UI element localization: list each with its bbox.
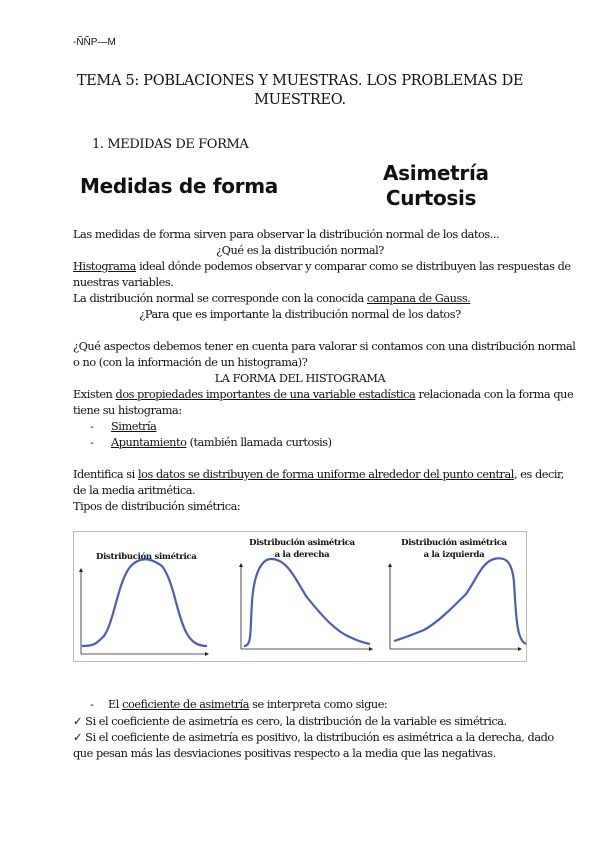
underlined-term: coeficiente de asimetría [122, 698, 249, 711]
page-title: TEMA 5: POBLACIONES Y MUESTRAS. LOS PROBLEMAS DE MUESTREO. [76, 73, 524, 108]
header-code: -ÑÑP—M [73, 37, 116, 48]
bullet-item [111, 435, 332, 451]
text-line: nuestras variables. [73, 276, 174, 289]
text-line [73, 467, 564, 483]
text-line: ✓ Si el coeficiente de asimetría es cero, la distribución de la variable es simétrica. [73, 715, 507, 728]
text-line: ✓ Si el coeficiente de asimetría es positivo, la distribución es asimétrica a la derecha, dado [73, 731, 554, 744]
bullet-dash: - [90, 436, 94, 449]
text: se interpreta como sigue: [248, 698, 388, 711]
text: (también llamada curtosis) [186, 436, 332, 449]
text-line: Las medidas de forma sirven para observar la distribución normal de los datos... [73, 228, 500, 241]
underlined-term: campana de Gauss. [366, 292, 471, 305]
text-line [73, 259, 571, 275]
bullet-item [111, 419, 156, 435]
label-line: Distribución asimétrica [401, 538, 507, 548]
text: relacionada con la forma que [415, 388, 574, 401]
label-symmetric: Distribución simétrica [96, 552, 197, 562]
right-skew-curve [244, 559, 370, 646]
distribution-figure [73, 531, 527, 662]
text-line: ¿Para que es importante la distribución normal de los datos? [139, 308, 461, 321]
banner-curtosis: Curtosis [385, 186, 477, 210]
text-line [73, 387, 573, 403]
underlined-term: Simetría [111, 420, 157, 433]
text: La distribución normal se corresponde con la conocida [73, 292, 367, 305]
text-line [108, 697, 387, 713]
subheading: LA FORMA DEL HISTOGRAMA [214, 372, 386, 385]
text-line: Tipos de distribución simétrica: [73, 500, 241, 513]
text: Identifica si [73, 468, 138, 481]
underlined-term: Apuntamiento [111, 436, 187, 449]
text-line: tiene su histograma: [73, 404, 182, 417]
text-line [73, 291, 470, 307]
section-heading: 1. MEDIDAS DE FORMA [92, 137, 249, 152]
text: , es decir, [513, 468, 564, 481]
underlined-term: dos propiedades importantes de una variable estadística [115, 388, 416, 401]
underlined-term: los datos se distribuyen de forma uniforme alrededor del punto central [137, 468, 514, 481]
underlined-term: Histograma [73, 260, 136, 273]
text: Existen [73, 388, 116, 401]
banner-left: Medidas de forma [80, 174, 279, 198]
text: ideal dónde podemos observar y comparar como se distribuyen las respuestas de [135, 260, 571, 273]
text: El [108, 698, 123, 711]
bullet-dash: - [90, 420, 94, 433]
banner-right [383, 161, 489, 211]
text-line: que pesan más las desviaciones positivas respecto a la media que las negativas. [73, 747, 496, 760]
left-skew-curve [394, 558, 526, 644]
banner-asimetria: Asimetría [383, 161, 489, 185]
text-line: o no (con la información de un histograma)? [73, 356, 308, 369]
symmetric-curve [82, 559, 207, 646]
label-line: a la derecha [274, 550, 330, 560]
text-line: ¿Qué aspectos debemos tener en cuenta para valorar si contamos con una distribución normal [73, 340, 576, 353]
bullet-dash: - [90, 698, 94, 711]
text-line: ¿Qué es la distribución normal? [216, 244, 384, 257]
label-line: a la izquierda [423, 550, 485, 560]
text-line: de la media aritmética. [73, 484, 196, 497]
label-left-skew [394, 537, 514, 561]
label-right-skew [242, 537, 362, 561]
label-line: Distribución asimétrica [249, 538, 355, 548]
